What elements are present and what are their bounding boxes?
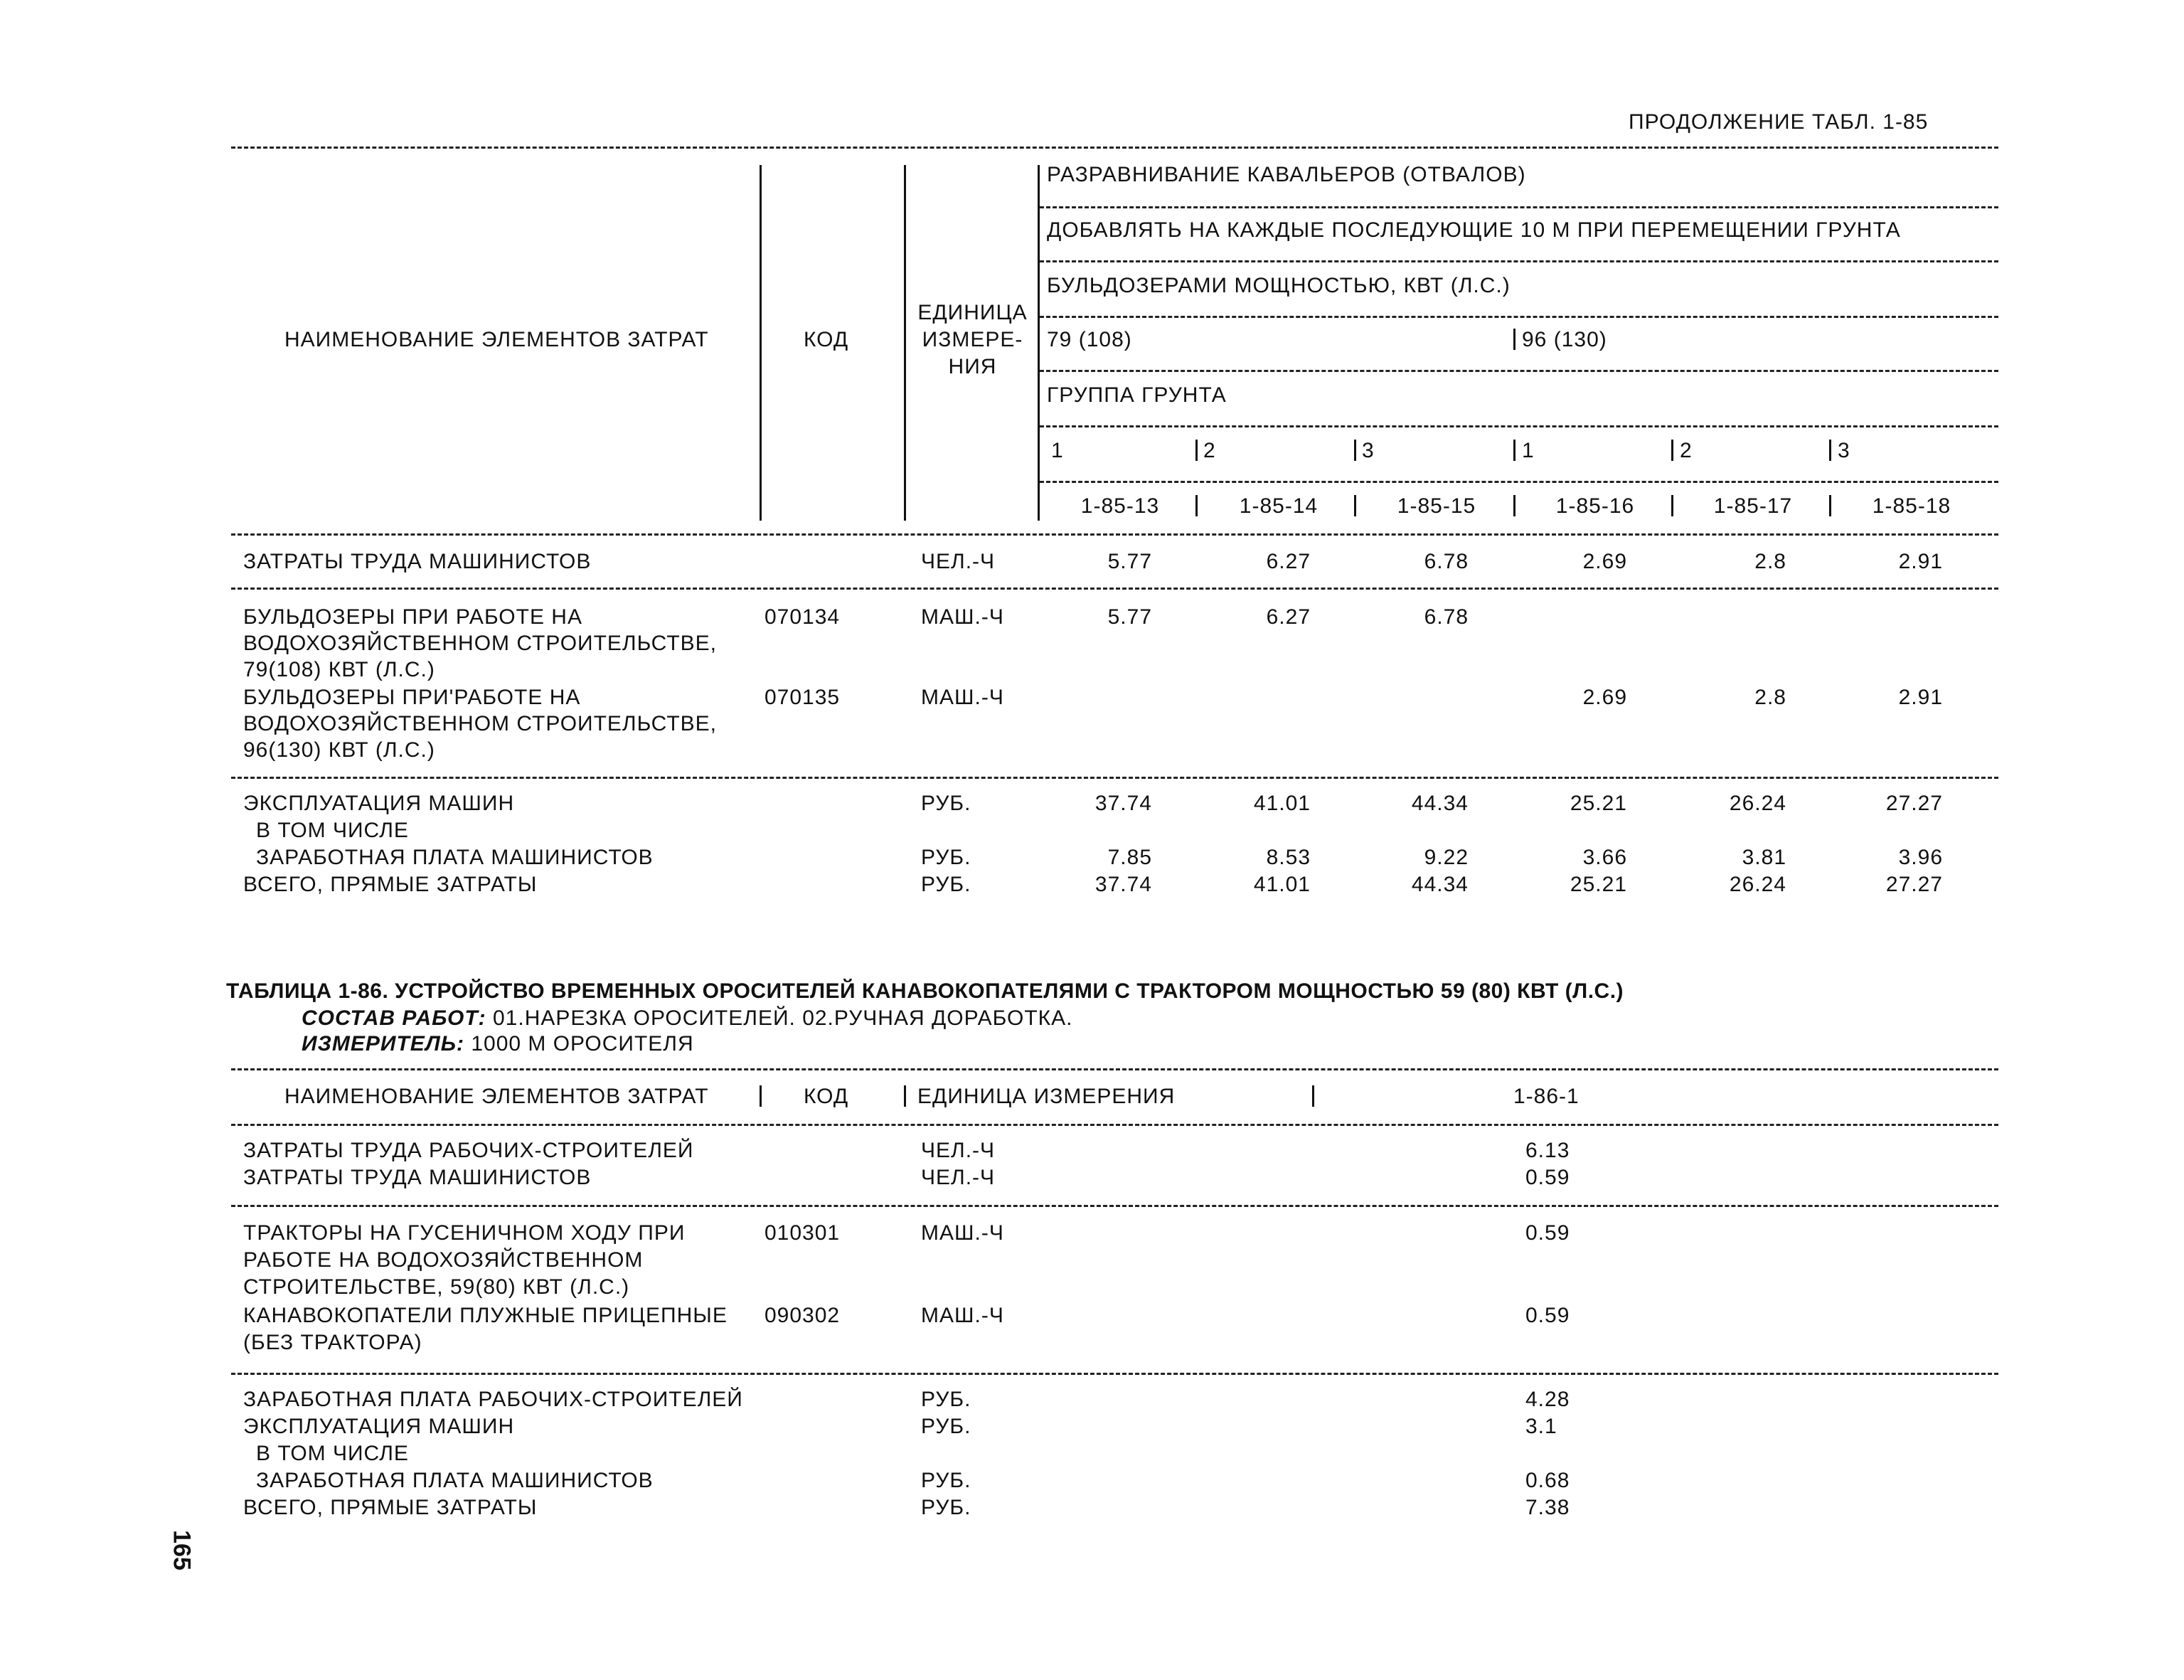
norm-code: 1-85-15 [1397,494,1476,518]
row-value: 26.24 [1729,873,1786,896]
row-unit: ЧЕЛ.-Ч [921,550,996,573]
row-value: 3.66 [1582,846,1627,869]
table-186-title: ТАБЛИЦА 1-86. УСТРОЙСТВО ВРЕМЕННЫХ ОРОСИТЕЛЕЙ КАНАВОКОПАТЕЛЯМИ С ТРАКТОРОМ МОЩНОСТЬЮ 59 (80) КВТ (Л.С.) [226,979,1624,1003]
continuation-label: ПРОДОЛЖЕНИЕ ТАБЛ. 1-85 [1629,110,1929,134]
row-value: 37.74 [1094,873,1152,896]
section-rule [231,777,1998,779]
row-value: 6.78 [1424,550,1469,573]
row-value: 6.27 [1266,550,1311,573]
column-header-unit: НИЯ [948,355,997,378]
row-value: 0.59 [1525,1221,1570,1245]
table-186-header-bottom-rule [231,1124,1998,1126]
row-value: 27.27 [1885,792,1943,815]
header-tick [1829,495,1831,516]
work-scope [302,1007,1072,1030]
row-value: 2.69 [1582,686,1627,709]
row-name: СТРОИТЕЛЬСТВЕ, 59(80) КВТ (Л.С.) [243,1275,630,1299]
row-name: В ТОМ ЧИСЛЕ [256,1442,409,1465]
row-unit: ЧЕЛ.-Ч [921,1166,996,1189]
norm-code: 1-85-13 [1080,494,1160,518]
row-unit: РУБ. [921,1415,971,1438]
soil-group: 2 [1680,439,1693,462]
row-name: В ТОМ ЧИСЛЕ [256,819,409,842]
row-name: ВСЕГО, ПРЯМЫЕ ЗАТРАТЫ [243,873,538,896]
row-value: 44.34 [1411,792,1469,815]
row-value: 5.77 [1107,550,1152,573]
measure-unit [302,1033,694,1056]
row-value: 7.38 [1525,1496,1570,1519]
header-divider [1038,165,1040,521]
row-name: 96(130) КВТ (Л.С.) [243,738,435,762]
row-value: 8.53 [1266,846,1311,869]
soil-group: 3 [1838,439,1850,462]
page-number: 165 [168,1530,196,1570]
row-code: 070135 [765,686,841,709]
row-name: 79(108) КВТ (Л.С.) [243,658,435,681]
row-name: ЗАРАБОТНАЯ ПЛАТА МАШИНИСТОВ [256,846,654,869]
header-tick [1354,440,1356,461]
section-rule [231,588,1998,590]
row-unit: РУБ. [921,792,971,815]
bulldozer-power-header: БУЛЬДОЗЕРАМИ МОЩНОСТЬЮ, КВТ (Л.С.) [1047,274,1511,297]
header-rule [1040,260,1998,262]
row-value: 4.28 [1525,1388,1570,1411]
column-header-unit: ЕДИНИЦА [917,301,1028,324]
row-value: 0.59 [1525,1166,1570,1189]
section-rule [231,1205,1998,1207]
measure-unit-label: ИЗМЕРИТЕЛЬ: [302,1032,464,1056]
header-tick [1829,440,1831,461]
header-tick [1195,495,1198,516]
row-value: 3.81 [1742,846,1786,869]
soil-group: 1 [1051,439,1064,462]
row-code: 070134 [765,605,841,629]
norm-code: 1-85-16 [1555,494,1635,518]
column-header-code: КОД [804,1085,849,1108]
soil-group: 3 [1362,439,1375,462]
header-rule [1040,370,1998,372]
row-name: БУЛЬДОЗЕРЫ ПРИ РАБОТЕ НА [243,605,582,629]
row-value: 2.8 [1754,686,1786,709]
column-header-unit: ЕДИНИЦА ИЗМЕРЕНИЯ [917,1085,1176,1108]
work-scope-text: 01.НАРЕЗКА ОРОСИТЕЛЕЙ. 02.РУЧНАЯ ДОРАБОТКА. [493,1006,1073,1030]
work-scope-label: СОСТАВ РАБОТ: [302,1006,486,1030]
section-rule [231,1373,1998,1375]
header-tick [760,1085,762,1107]
row-value: 6.13 [1525,1139,1570,1162]
header-tick [1671,440,1673,461]
row-name: РАБОТЕ НА ВОДОХОЗЯЙСТВЕННОМ [243,1248,644,1272]
row-unit: РУБ. [921,1496,971,1519]
soil-group: 1 [1522,439,1535,462]
row-value: 3.96 [1898,846,1943,869]
header-divider [760,165,762,521]
header-tick [904,1085,906,1107]
column-header-name: НАИМЕНОВАНИЕ ЭЛЕМЕНТОВ ЗАТРАТ [284,328,709,351]
row-value: 2.8 [1754,550,1786,573]
row-unit: РУБ. [921,1469,971,1492]
row-value: 2.69 [1582,550,1627,573]
row-name: БУЛЬДОЗЕРЫ ПРИ'РАБОТЕ НА [243,686,581,709]
header-divider [904,165,906,521]
soil-group-header: ГРУППА ГРУНТА [1047,383,1227,407]
table-186-top-rule [231,1068,1998,1070]
header-tick [1513,495,1516,516]
row-value: 2.91 [1898,686,1943,709]
row-unit: МАШ.-Ч [921,1221,1004,1245]
row-value: 41.01 [1253,873,1311,896]
row-value: 2.91 [1898,550,1943,573]
row-name: ЭКСПЛУАТАЦИЯ МАШИН [243,792,515,815]
row-name: (БЕЗ ТРАКТОРА) [243,1331,422,1354]
header-rule [1040,316,1998,318]
power-96-header: 96 (130) [1522,328,1607,351]
row-value: 6.78 [1424,605,1469,629]
row-name: ВОДОХОЗЯЙСТВЕННОМ СТРОИТЕЛЬСТВЕ, [243,712,717,735]
row-unit: МАШ.-Ч [921,1304,1004,1327]
row-name: ЗАРАБОТНАЯ ПЛАТА РАБОЧИХ-СТРОИТЕЛЕЙ [243,1388,743,1411]
row-value: 3.1 [1525,1415,1557,1438]
header-tick [1513,440,1516,461]
row-value: 7.85 [1107,846,1152,869]
row-value: 26.24 [1729,792,1786,815]
row-value: 25.21 [1570,873,1627,896]
row-name: ЗАТРАТЫ ТРУДА МАШИНИСТОВ [243,550,592,573]
row-value: 41.01 [1253,792,1311,815]
column-header-code: КОД [804,328,849,351]
row-value: 9.22 [1424,846,1469,869]
column-header-unit: ИЗМЕРЕ- [922,328,1023,351]
soil-group: 2 [1203,439,1216,462]
row-value: 37.74 [1094,792,1152,815]
row-unit: МАШ.-Ч [921,605,1004,629]
measure-unit-text: 1000 М ОРОСИТЕЛЯ [471,1032,694,1056]
row-value: 5.77 [1107,605,1152,629]
row-code: 010301 [765,1221,841,1245]
row-name: ЗАРАБОТНАЯ ПЛАТА МАШИНИСТОВ [256,1469,654,1492]
table-185-header-bottom-rule [231,533,1998,536]
norm-code: 1-85-18 [1872,494,1951,518]
row-unit: ЧЕЛ.-Ч [921,1139,996,1162]
row-name: КАНАВОКОПАТЕЛИ ПЛУЖНЫЕ ПРИЦЕПНЫЕ [243,1304,728,1327]
work-title: РАЗРАВНИВАНИЕ КАВАЛЬЕРОВ (ОТВАЛОВ) [1047,163,1526,186]
header-tick [1671,495,1673,516]
table-185-top-rule [231,147,1998,149]
row-name: ТРАКТОРЫ НА ГУСЕНИЧНОМ ХОДУ ПРИ [243,1221,686,1245]
row-value: 0.68 [1525,1469,1570,1492]
power-79-header: 79 (108) [1047,328,1132,351]
header-tick [1312,1085,1314,1107]
row-name: ВОДОХОЗЯЙСТВЕННОМ СТРОИТЕЛЬСТВЕ, [243,632,717,655]
work-add-note: ДОБАВЛЯТЬ НА КАЖДЫЕ ПОСЛЕДУЮЩИЕ 10 М ПРИ ПЕРЕМЕЩЕНИИ ГРУНТА [1047,218,1901,242]
norm-code: 1-85-17 [1713,494,1793,518]
header-rule [1040,425,1998,427]
column-header-name: НАИМЕНОВАНИЕ ЭЛЕМЕНТОВ ЗАТРАТ [284,1085,709,1108]
header-rule [1040,206,1998,208]
column-header-norm: 1-86-1 [1513,1085,1580,1108]
row-name: ЗАТРАТЫ ТРУДА МАШИНИСТОВ [243,1166,592,1189]
row-name: ЭКСПЛУАТАЦИЯ МАШИН [243,1415,515,1438]
row-unit: МАШ.-Ч [921,686,1004,709]
row-value: 44.34 [1411,873,1469,896]
row-name: ЗАТРАТЫ ТРУДА РАБОЧИХ-СТРОИТЕЛЕЙ [243,1139,694,1162]
header-tick [1354,495,1356,516]
header-tick [1513,329,1516,350]
row-value: 0.59 [1525,1304,1570,1327]
row-value: 6.27 [1266,605,1311,629]
row-value: 27.27 [1885,873,1943,896]
row-name: ВСЕГО, ПРЯМЫЕ ЗАТРАТЫ [243,1496,538,1519]
row-value: 25.21 [1570,792,1627,815]
norm-code: 1-85-14 [1239,494,1319,518]
row-unit: РУБ. [921,1388,971,1411]
header-rule [1040,481,1998,483]
row-unit: РУБ. [921,873,971,896]
row-unit: РУБ. [921,846,971,869]
header-tick [1195,440,1198,461]
row-code: 090302 [765,1304,841,1327]
